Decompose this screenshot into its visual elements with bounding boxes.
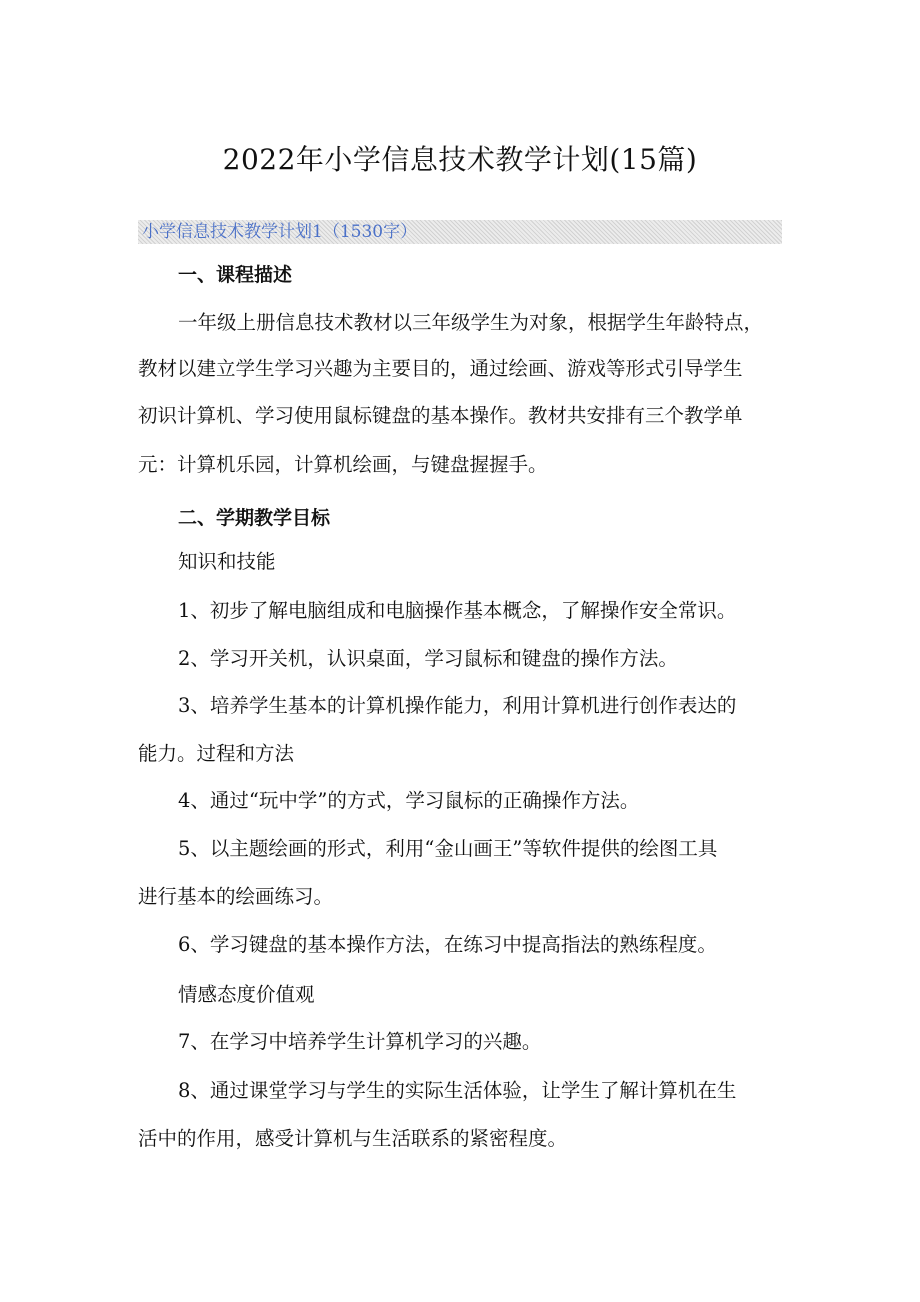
paragraph-line: 初识计算机、学习使用鼠标键盘的基本操作。教材共安排有三个教学单 [138, 404, 743, 427]
paragraph-line: 一年级上册信息技术教材以三年级学生为对象，根据学生年龄特点， [178, 311, 764, 334]
list-item: 1、初步了解电脑组成和电脑操作基本概念，了解操作安全常识。 [178, 599, 737, 622]
list-item: 7、在学习中培养学生计算机学习的兴趣。 [178, 1030, 542, 1053]
document-title: 2022年小学信息技术教学计划(15篇) [222, 143, 698, 176]
list-item: 进行基本的绘画练习。 [138, 885, 334, 908]
section-link-label: 小学信息技术教学计划1（1530字） [142, 222, 418, 242]
list-item: 2、学习开关机，认识桌面，学习鼠标和键盘的操作方法。 [178, 647, 678, 670]
section-link[interactable] [138, 220, 782, 244]
heading-course-description: 一、课程描述 [178, 264, 293, 286]
subheading-attitude-values: 情感态度价值观 [178, 983, 315, 1006]
list-item: 活中的作用，感受计算机与生活联系的紧密程度。 [138, 1127, 568, 1150]
list-item: 能力。过程和方法 [138, 742, 295, 765]
list-item: 3、培养学生基本的计算机操作能力，利用计算机进行创作表达的 [178, 694, 737, 717]
paragraph-line: 教材以建立学生学习兴趣为主要目的，通过绘画、游戏等形式引导学生 [138, 357, 743, 380]
list-item: 8、通过课堂学习与学生的实际生活体验，让学生了解计算机在生 [178, 1079, 737, 1102]
list-item: 5、以主题绘画的形式，利用“金山画王”等软件提供的绘图工具 [178, 837, 718, 860]
subheading-knowledge-skills: 知识和技能 [178, 550, 276, 573]
list-item: 4、通过“玩中学”的方式，学习鼠标的正确操作方法。 [178, 789, 640, 812]
paragraph-line: 元：计算机乐园，计算机绘画，与键盘握握手。 [138, 453, 548, 476]
heading-semester-goals: 二、学期教学目标 [178, 507, 331, 529]
list-item: 6、学习键盘的基本操作方法，在练习中提高指法的熟练程度。 [178, 933, 717, 956]
